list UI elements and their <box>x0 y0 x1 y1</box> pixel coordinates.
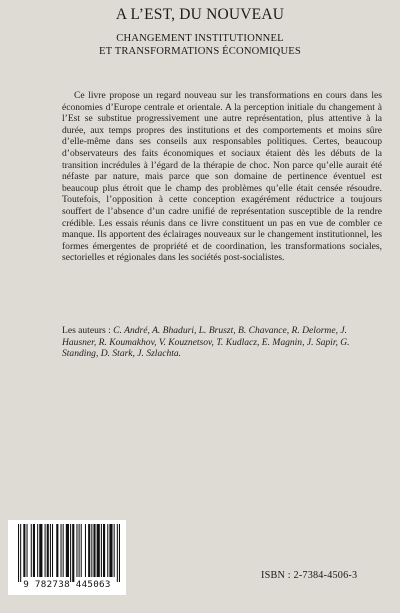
book-subtitle-line-1: CHANGEMENT INSTITUTIONNEL <box>116 33 284 44</box>
barcode-bar <box>117 524 118 582</box>
barcode-bar <box>93 524 95 577</box>
barcode-bar <box>56 524 58 577</box>
barcode-digits: 9 782738 445063 <box>23 579 111 590</box>
barcode-bar <box>45 524 46 577</box>
barcode-bar <box>101 524 102 577</box>
book-subtitle-line-2: ET TRANSFORMATIONS ÉCONOMIQUES <box>99 46 301 57</box>
barcode-bar <box>88 524 90 577</box>
barcode-bar <box>61 524 62 577</box>
barcode-bar <box>81 524 82 577</box>
barcode-bar <box>47 524 49 577</box>
barcode-bar <box>114 524 115 577</box>
barcode-bar <box>52 524 53 577</box>
barcode-bar <box>33 524 35 577</box>
authors-names: C. André, A. Bhaduri, L. Bruszt, B. Chavance, R. Delorme, J. Hausner, R. Koumakhov, V. Kouznetsov, T. Kudlacz, E. Magnin, J. Sapir, G. Standing, D. Stark, J. Szlachta. <box>62 325 350 360</box>
barcode-bar <box>23 524 25 577</box>
barcode-bar <box>50 524 51 577</box>
barcode-bar <box>37 524 38 577</box>
barcode-bar <box>103 524 105 577</box>
barcode-bar <box>70 524 71 582</box>
barcode-bars-graphic <box>18 524 120 582</box>
barcode-bar <box>63 524 64 577</box>
barcode-bar <box>76 524 77 577</box>
book-title: A L’EST, DU NOUVEAU <box>115 6 285 23</box>
barcode-bar <box>31 524 32 577</box>
barcode-bar <box>119 524 120 582</box>
barcode-bar <box>85 524 86 577</box>
barcode-bar <box>20 524 21 582</box>
barcode-bar <box>18 524 19 582</box>
barcode-bar <box>79 524 80 577</box>
barcode-bar <box>72 524 74 582</box>
barcode-bar <box>39 524 42 577</box>
isbn-number: ISBN : 2-7384-4506-3 <box>261 570 358 581</box>
authors-list <box>62 325 382 360</box>
book-description: Ce livre propose un regard nouveau sur les transformations en cours dans les économies d’Europe centrale et orientale. A la perception initiale du changement à l’Est se substitue progressivement une autre représentation, plus attentive à la durée, aux temps propres des institutions et des comportements et moins sûre d’elle-même dans ses conseils aux responsables politiques. Certes, beaucoup d’observateurs des faits économiques et sociaux étaient dès les débuts de la transition incrédules à l’égard de la thérapie de choc. Non parce qu’elle aurait été néfaste par nature, mais parce que son domaine de pertinence éventuel est beaucoup plus étroit que le champ des problèmes qu’elle était censée résoudre. Toutefois, l’opposition à cette conception exagérément réductrice a toujours souffert de l’absence d’un cadre unifié de représentation susceptible de la rendre crédible. Les essais réunis dans ce livre constituent un pas en vue de combler ce manque. Ils apportent des éclairages nouveaux sur le changement institutionnel, les formes émergentes de propriété et de coordination, les transformations sociales, sectorielles et régionales dans les sociétés post-socialistes. <box>62 90 382 264</box>
barcode-bar <box>27 524 28 577</box>
barcode <box>8 520 126 595</box>
authors-label: Les auteurs : <box>62 325 111 336</box>
barcode-bar <box>107 524 108 577</box>
barcode-bar <box>66 524 69 577</box>
barcode-bar <box>97 524 100 577</box>
barcode-bar <box>91 524 92 577</box>
barcode-bar <box>109 524 112 577</box>
